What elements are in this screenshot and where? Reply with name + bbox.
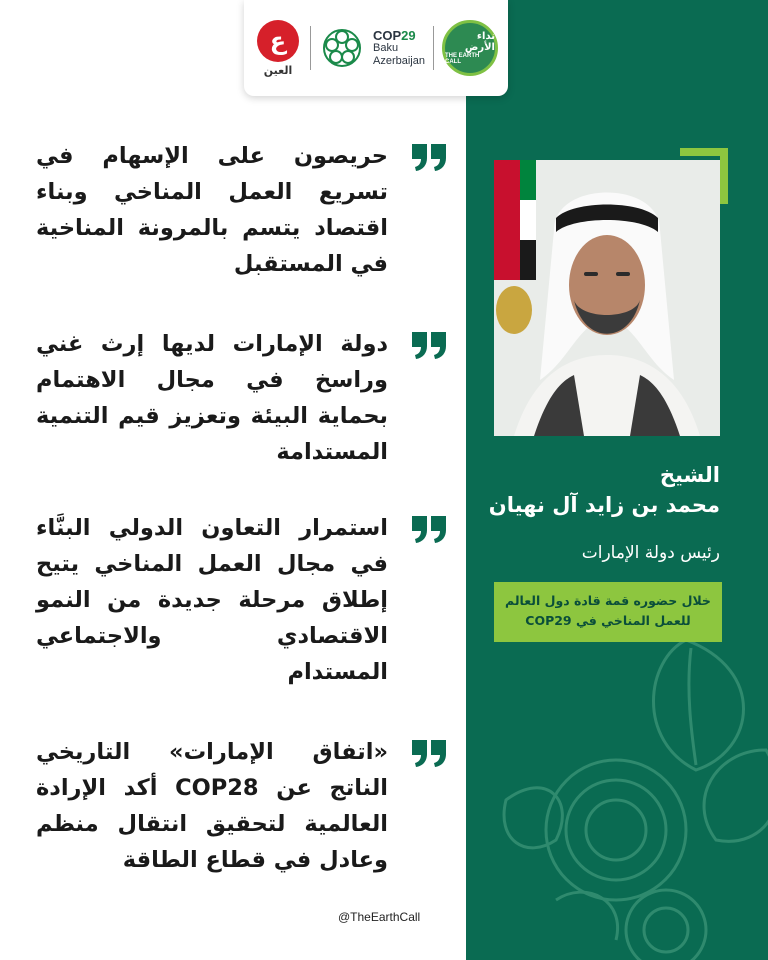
quote-mark-icon xyxy=(410,738,448,768)
cop29-emblem-icon xyxy=(319,25,365,71)
quote-mark-icon xyxy=(410,330,448,360)
logo-divider xyxy=(433,26,434,70)
event-caption-line1: خلال حضوره قمة قادة دول العالم xyxy=(505,593,711,608)
quote-text: حريصون على الإسهام في تسريع العمل المناخي وبناء اقتصاد يتسم بالمرونة المناخية في المستقبل xyxy=(36,143,388,277)
cop-prefix: COP xyxy=(373,27,402,43)
event-caption-box xyxy=(494,582,722,642)
earth-call-logo-ar: نداء الأرض xyxy=(464,31,495,53)
quote-text: «اتفاق الإمارات» التاريخي الناتج عن COP28 أكد الإرادة العالمية لتحقيق انتقال منظم وعادل في قطاع الطاقة xyxy=(36,739,388,873)
profile-role: رئيس دولة الإمارات xyxy=(581,543,720,563)
al-ain-logo xyxy=(254,9,302,87)
quote-4 xyxy=(36,734,448,878)
cop-number: 29 xyxy=(401,27,416,43)
al-ain-logo-text: العين xyxy=(263,63,293,77)
cop29-country: Azerbaijan xyxy=(373,54,425,67)
leaf-pattern-icon xyxy=(466,600,768,960)
event-caption-line2: للعمل المناخي في COP29 xyxy=(525,613,691,628)
al-ain-logo-mark: ع xyxy=(257,20,299,62)
portrait-illustration xyxy=(494,160,720,436)
quote-1 xyxy=(36,138,448,282)
quote-text: استمرار التعاون الدولي البنَّاء في مجال العمل المناخي يتيح إطلاق مرحلة جديدة من النمو الاقتصادي والاجتماعي المستدام xyxy=(36,515,388,685)
earth-call-logo xyxy=(442,20,498,76)
quote-2 xyxy=(36,326,448,470)
profile-name: محمد بن زايد آل نهيان xyxy=(488,493,720,517)
earth-call-logo-en: THE EARTH CALL xyxy=(444,53,480,65)
right-panel xyxy=(466,0,768,960)
profile-title-prefix: الشيخ xyxy=(659,463,720,487)
logo-divider xyxy=(310,26,311,70)
cop29-city: Baku xyxy=(373,41,399,54)
cop29-label xyxy=(373,29,425,42)
quote-text: دولة الإمارات لديها إرث غني وراسخ في مجال الاهتمام بحماية البيئة وتعزيز قيم التنمية المستدامة xyxy=(36,331,388,465)
quote-mark-icon xyxy=(410,142,448,172)
quote-3 xyxy=(36,510,448,690)
header-logo-card xyxy=(244,0,508,96)
quote-mark-icon xyxy=(410,514,448,544)
cop29-text-block xyxy=(373,29,425,68)
social-handle: @TheEarthCall xyxy=(338,910,421,924)
portrait-photo xyxy=(494,160,720,436)
